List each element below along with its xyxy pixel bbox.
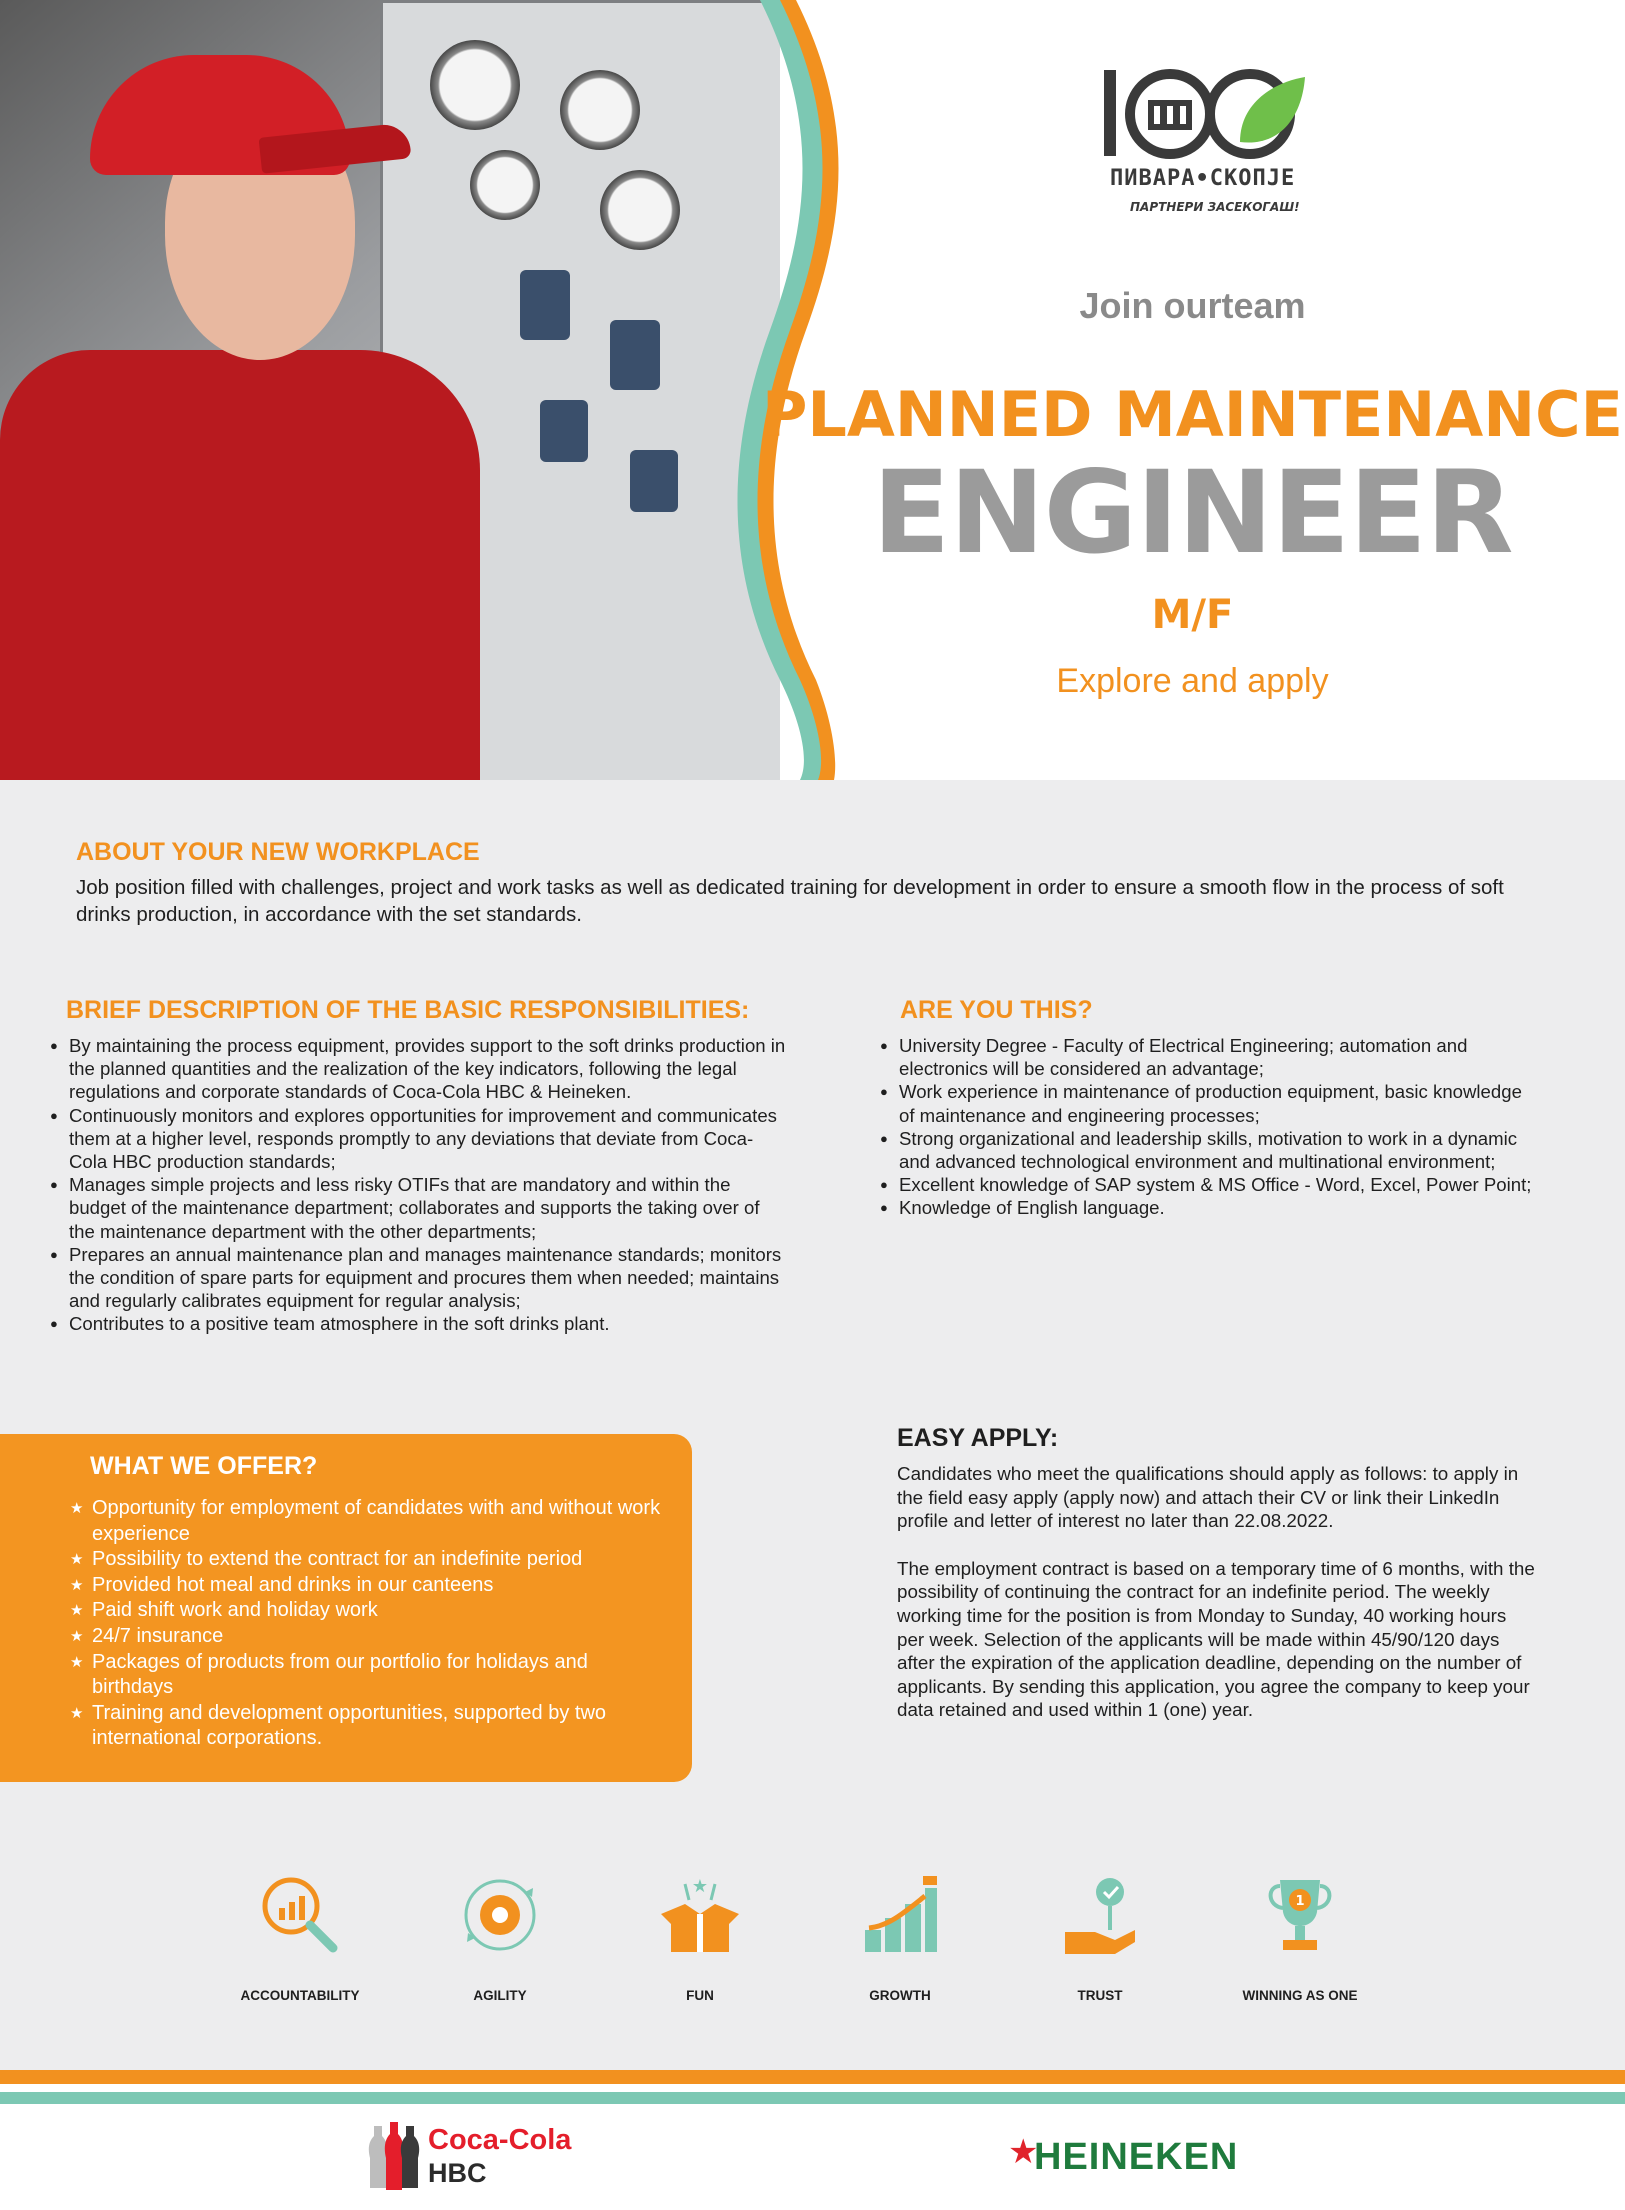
job-title-block — [760, 0, 1625, 780]
valve-knob — [630, 450, 678, 512]
pressure-gauge — [600, 170, 680, 250]
list-item: ● Knowledge of English language. — [880, 1196, 1540, 1219]
value-agility — [405, 1870, 595, 2003]
value-label: AGILITY — [473, 1988, 527, 2003]
footer-stripe-teal — [0, 2092, 1625, 2104]
hbc-text: HBC — [428, 2158, 487, 2188]
list-item: ★ Packages of products from our portfolio for holidays and birthdays — [70, 1650, 670, 1701]
value-label: WINNING AS ONE — [1242, 1988, 1358, 2003]
valve-knob — [610, 320, 660, 390]
valve-knob — [540, 400, 588, 462]
gift-box-icon — [655, 1870, 745, 1960]
pressure-gauge — [560, 70, 640, 150]
easy-apply-text — [897, 1462, 1537, 1746]
about-text: Job position filled with challenges, project and work tasks as well as dedicated training for development in order to ensure a smooth flow in the process of soft drinks production, in accordance with the set standards. — [76, 876, 1504, 926]
red-star-icon: ★ — [1008, 2132, 1039, 2172]
footer — [0, 2104, 1625, 2210]
list-item: ● Work experience in maintenance of production equipment, basic knowledge of maintenance and engineering processes; — [880, 1080, 1540, 1126]
red-uniform — [0, 350, 480, 780]
join-our-team-text: Join ourteam — [1079, 285, 1306, 326]
list-item: ● University Degree - Faculty of Electrical Engineering; automation and electronics will be considered an advantage; — [880, 1034, 1540, 1080]
value-trust — [1005, 1870, 1195, 2003]
hand-plant-icon — [1055, 1870, 1145, 1960]
responsibilities-heading: BRIEF DESCRIPTION OF THE BASIC RESPONSIBILITIES: — [66, 996, 750, 1024]
growth-steps-icon — [855, 1870, 945, 1960]
list-item: ● Contributes to a positive team atmosphere in the soft drinks plant. — [50, 1312, 790, 1335]
easy-apply-heading: EASY APPLY: — [897, 1424, 1059, 1452]
list-item: ● Strong organizational and leadership skills, motivation to work in a dynamic and advanced technological environment and multinational environment; — [880, 1127, 1540, 1173]
engineer-photo — [0, 0, 780, 780]
value-label: GROWTH — [869, 1988, 931, 2003]
list-item: ★ Provided hot meal and drinks in our canteens — [70, 1573, 670, 1599]
list-item: ★ Paid shift work and holiday work — [70, 1598, 670, 1624]
value-growth — [805, 1870, 995, 2003]
list-item: ★ Opportunity for employment of candidates with and without work experience — [70, 1496, 670, 1547]
heineken-text: HEINEKEN — [1034, 2136, 1239, 2178]
easy-apply-paragraph: Candidates who meet the qualifications should apply as follows: to apply in the field easy apply (apply now) and attach their CV or link their LinkedIn profile and letter of interest no later than 22.08.2022. — [897, 1463, 1519, 1532]
list-item: ● By maintaining the process equipment, provides support to the soft drinks production in the planned quantities and the realization of the key indicators, following the legal regulations and corporate standards of Coca-Cola HBC & Heineken. — [50, 1034, 790, 1104]
requirements-heading: ARE YOU THIS? — [900, 996, 1093, 1024]
svg-text:★: ★ — [691, 1876, 709, 1897]
value-fun — [605, 1870, 795, 2003]
job-title-line2: ENGINEER — [872, 446, 1513, 579]
heineken-logo — [1008, 2132, 1278, 2182]
logo-brand-text: ПИВАРА•СКОПЈЕ — [1110, 166, 1296, 191]
explore-apply-link[interactable]: Explore and apply — [1056, 662, 1329, 700]
footer-stripe-orange — [0, 2070, 1625, 2084]
company-values — [205, 1870, 1415, 2010]
offer-heading: WHAT WE OFFER? — [90, 1452, 318, 1480]
list-item: ★ Training and development opportunities, supported by two international corporations. — [70, 1701, 670, 1752]
requirements-list — [880, 1034, 1540, 1220]
coca-cola-hbc-logo — [366, 2120, 596, 2190]
value-winning-as-one — [1205, 1870, 1395, 2003]
trophy-icon — [1255, 1870, 1345, 1960]
magnifier-chart-icon — [255, 1870, 345, 1960]
list-item: ● Prepares an annual maintenance plan and manages maintenance standards; monitors the condition of spare parts for equipment and procures them when needed; maintains and regularly calibrates equipment for regular analysis; — [50, 1243, 790, 1313]
logo-tagline: ПАРТНЕРИ ЗАСЕКОГАШ! — [1130, 200, 1300, 214]
hero-section — [0, 0, 1625, 780]
responsibilities-list — [50, 1034, 790, 1336]
job-title-line1: PLANNED MAINTENANCE — [761, 378, 1623, 451]
about-heading: ABOUT YOUR NEW WORKPLACE — [76, 838, 480, 866]
list-item: ● Continuously monitors and explores opportunities for improvement and communicates them at a higher level, responds promptly to any deviations that deviate from Coca-Cola HBC production standards; — [50, 1104, 790, 1174]
value-label: FUN — [686, 1988, 714, 2003]
offer-list — [70, 1496, 670, 1752]
value-accountability — [205, 1870, 395, 2003]
value-label: TRUST — [1077, 1988, 1123, 2003]
pressure-gauge — [430, 40, 520, 130]
pressure-gauge — [470, 150, 540, 220]
list-item: ● Excellent knowledge of SAP system & MS Office - Word, Excel, Power Point; — [880, 1173, 1540, 1196]
list-item: ★ Possibility to extend the contract for an indefinite period — [70, 1547, 670, 1573]
bottles-icon — [366, 2120, 422, 2190]
coca-cola-text: Coca-Cola — [428, 2124, 572, 2156]
easy-apply-paragraph: The employment contract is based on a temporary time of 6 months, with the possibility of continuing the contract for an indefinite period. The weekly working time for the position is from Monday to Sunday, 40 working hours per week. Selection of the applicants will be made within 45/90/120 days after the expiration of the application deadline, depending on the number of applicants. By sending this application, you agree the company to keep your data retained and used within 1 (one) year. — [897, 1557, 1535, 1721]
gender-note: M/F — [1151, 592, 1234, 638]
list-item: ● Manages simple projects and less risky OTIFs that are mandatory and within the budget of the maintenance department; collaborates and supports the taking over of the maintenance department with the other departments; — [50, 1173, 790, 1243]
list-item: ★ 24/7 insurance — [70, 1624, 670, 1650]
gear-cycle-icon — [455, 1870, 545, 1960]
value-label: ACCOUNTABILITY — [240, 1988, 360, 2003]
svg-text:1: 1 — [1295, 1894, 1305, 1909]
valve-knob — [520, 270, 570, 340]
